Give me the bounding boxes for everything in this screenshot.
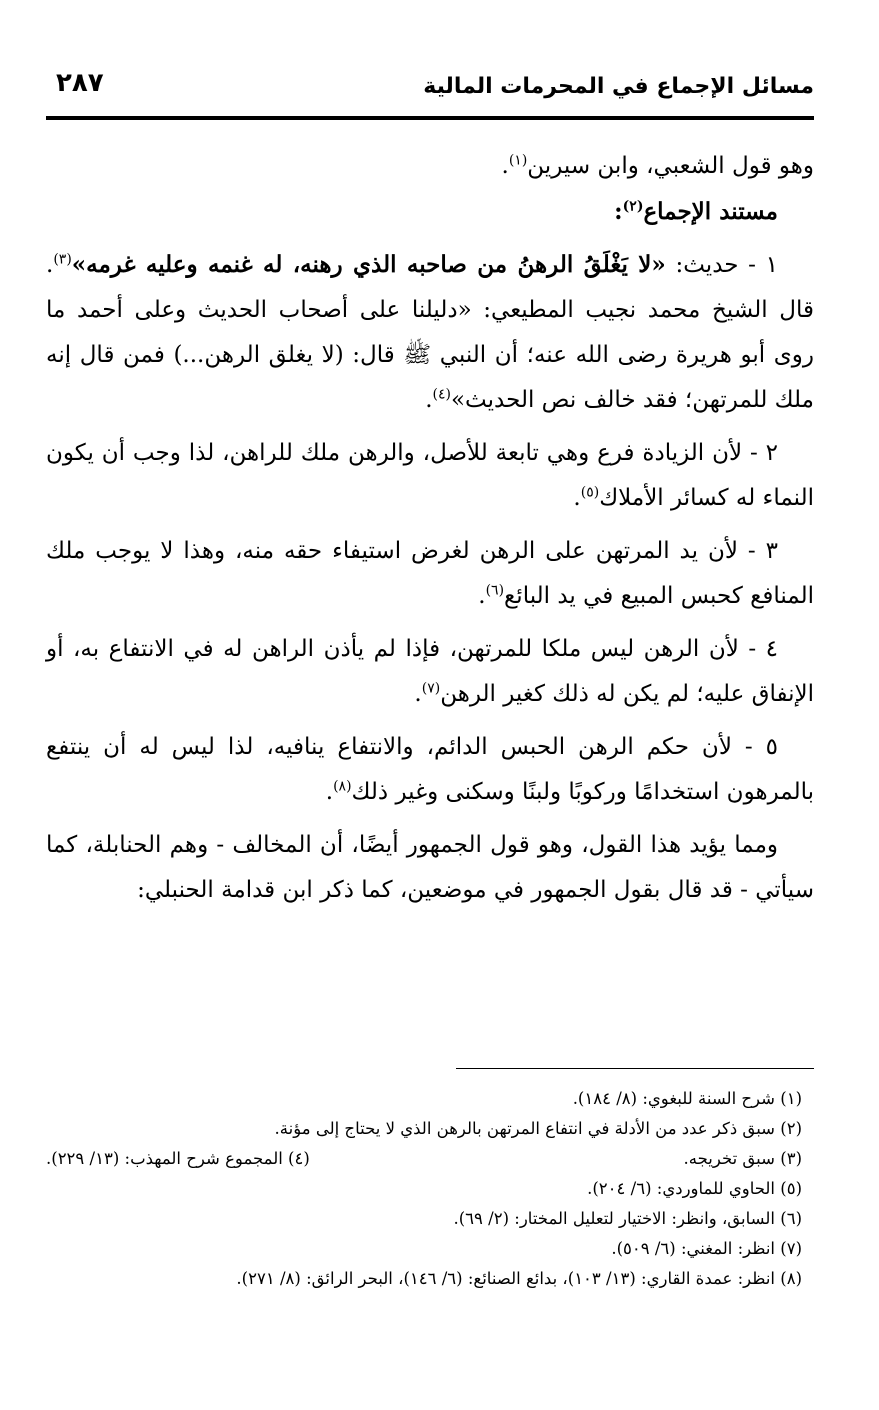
footnote-6: (٦) السابق، وانظر: الاختيار لتعليل المختار: (٢/ ٦٩).	[453, 1209, 802, 1228]
footnote-ref: (١)	[508, 152, 528, 169]
footnote-ref: (٦)	[485, 582, 505, 599]
footnote-5: (٥) الحاوي للماوردي: (٦/ ٢٠٤).	[587, 1179, 802, 1198]
footnote-4: (٤) المجموع شرح المهذب: (١٣/ ٢٢٩).	[46, 1149, 310, 1168]
evidence-item-1: ١ - حديث: «لا يَغْلَقُ الرهنُ من صاحبه الذي رهنه، له غنمه وعليه غرمه»$^{(٣)}$. قال الشيخ محمد نجيب المطيعي: «دليلنا على أصحاب الحديث وعلى أحمد ما روى أبو هريرة رضى الله عنه؛ أن النبي ﷺ قال: (لا يغلق الرهن...) فمن قال إنه ملك للمرتهن؛ فقد خالف نص الحديث»$^{(٤)}$.	[46, 251, 814, 413]
footnote-ref: (٨)	[333, 778, 352, 795]
book-page	[46, 0, 814, 1410]
hadith-quote: «لا يَغْلَقُ الرهنُ من صاحبه الذي رهنه، له غنمه وعليه غرمه»	[71, 251, 666, 278]
footnote-ref: (٥)	[580, 484, 600, 501]
footnote-ref: (٤)	[432, 386, 451, 403]
footnotes	[46, 1084, 802, 1294]
evidence-item-2: ٢ - لأن الزيادة فرع وهي تابعة للأصل، والرهن ملك للراهن، لذا وجب أن يكون النماء له كسائر الأملاك$^{(٥)}$.	[46, 440, 814, 511]
page-header	[46, 68, 814, 114]
footnote-7: (٧) انظر: المغني: (٦/ ٥٠٩).	[611, 1239, 802, 1258]
evidence-item-5: ٥ - لأن حكم الرهن الحبس الدائم، والانتفاع ينافيه، لذا ليس له أن ينتفع بالمرهون استخدامًا وركوبًا ولبنًا وسكنى وغير ذلك$^{(٨)}$.	[46, 734, 814, 805]
running-title: مسائل الإجماع في المحرمات المالية	[423, 74, 814, 99]
footnote-separator	[456, 1068, 814, 1069]
main-text	[46, 144, 814, 913]
footnote-8: (٨) انظر: عمدة القاري: (١٣/ ١٠٣)، بدائع الصنائع: (٦/ ١٤٦)، البحر الرائق: (٨/ ٢٧١).	[236, 1269, 802, 1288]
page-number: ٢٨٧	[56, 68, 104, 98]
footnote-ref: (٢)	[622, 198, 644, 215]
footnote-ref: (٣)	[53, 251, 72, 268]
footnote-row-3-4	[46, 1144, 802, 1174]
section-heading: مستند الإجماع$^{(٢)}$:	[614, 198, 778, 225]
footnote-1: (١) شرح السنة للبغوي: (٨/ ١٨٤).	[572, 1089, 802, 1108]
paragraph-intro: وهو قول الشعبي، وابن سيرين$^{(١)}$.	[501, 152, 814, 179]
header-rule	[46, 116, 814, 120]
evidence-item-3: ٣ - لأن يد المرتهن على الرهن لغرض استيفاء حقه منه، وهذا لا يوجب ملك المنافع كحبس المبيع في يد البائع$^{(٦)}$.	[46, 538, 814, 609]
evidence-item-4: ٤ - لأن الرهن ليس ملكا للمرتهن، فإذا لم يأذن الراهن له في الانتفاع به، أو الإنفاق عليه؛ لم يكن له ذلك كغير الرهن$^{(٧)}$.	[46, 636, 814, 707]
closing-paragraph: ومما يؤيد هذا القول، وهو قول الجمهور أيضًا، أن المخالف - وهم الحنابلة، كما سيأتي - قد قال بقول الجمهور في موضعين، كما ذكر ابن قدامة الحنبلي:	[46, 832, 814, 903]
footnote-3: (٣) سبق تخريجه.	[683, 1149, 802, 1168]
footnote-2: (٢) سبق ذكر عدد من الأدلة في انتفاع المرتهن بالرهن الذي لا يحتاج إلى مؤنة.	[274, 1119, 802, 1138]
footnote-ref: (٧)	[421, 680, 441, 697]
